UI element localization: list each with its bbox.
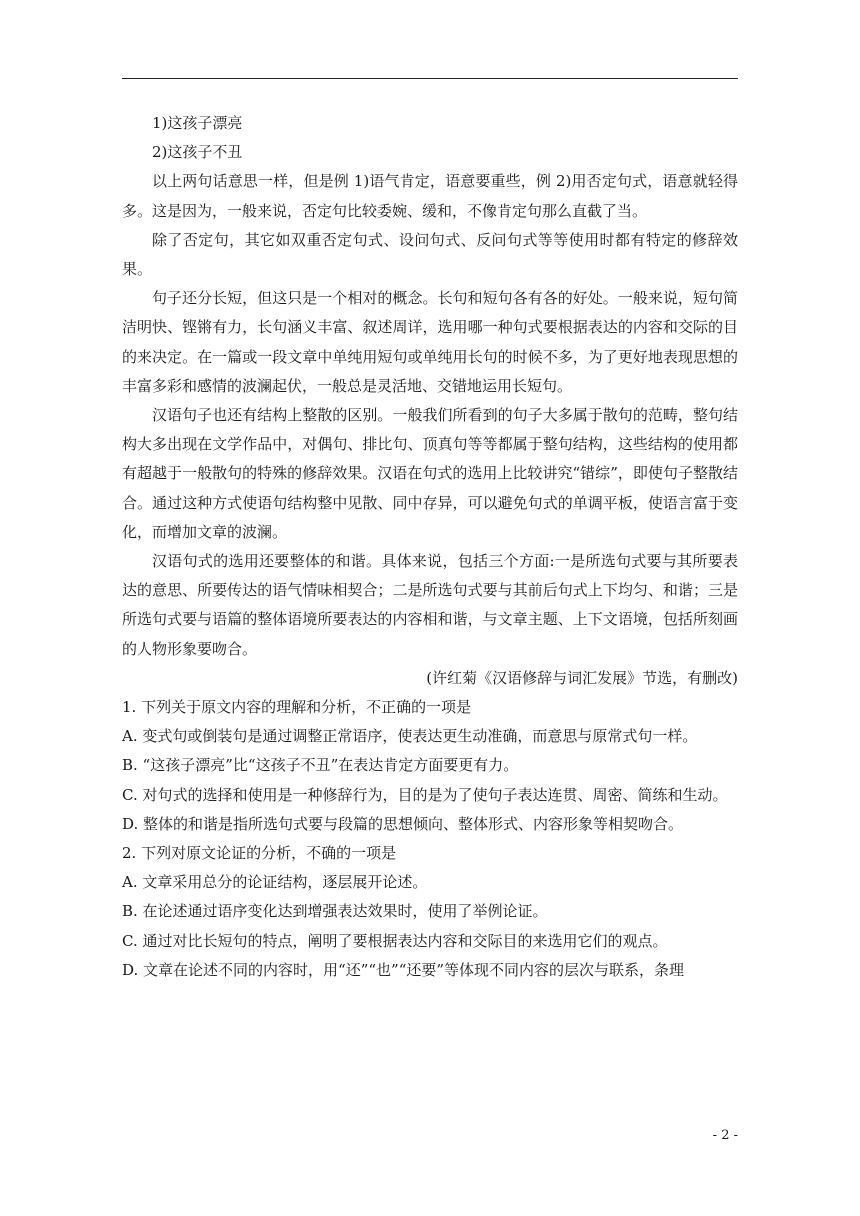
- question-1-option-a: A. 变式句或倒装句是通过调整正常语序，使表达更生动准确，而意思与原常式句一样。: [122, 727, 698, 746]
- paragraph: 除了否定句，其它如双重否定句式、设问句式、反问句式等等使用时都有特定的修辞效果。: [122, 230, 738, 279]
- paragraph: 汉语句式的选用还要整体的和谐。具体来说，包括三个方面:一是所选句式要与其所要表达的意思、所要传达的语气情味相契合；二是所选句式要与其前后句式上下均匀、和谐；三是所选句式要与语篇的整体语境所要表达的内容相和谐，与文章主题、上下文语境，包括所刻画的人物形象要吻合。: [122, 552, 738, 658]
- question-1-stem: 1. 下列关于原文内容的理解和分析，不正确的一项是: [122, 698, 472, 717]
- question-2-option-a: A. 文章采用总分的论证结构，逐层展开论述。: [122, 873, 428, 892]
- question-1-option-b: B. “这孩子漂亮”比“这孩子不丑”在表达肯定方面要更有力。: [122, 756, 519, 775]
- example-sentence-2: 2)这孩子不丑: [152, 143, 243, 162]
- example-sentence-1: 1)这孩子漂亮: [152, 114, 243, 132]
- question-2-option-b: B. 在论述通过语序变化达到增强表达效果时，使用了举例论证。: [122, 902, 548, 921]
- source-citation: (许红菊《汉语修辞与词汇发展》节选，有删改): [426, 668, 738, 687]
- page-number: - 2 -: [712, 1128, 738, 1143]
- question-2-stem: 2. 下列对原文论证的分析，不确的一项是: [122, 844, 397, 863]
- document-body: [122, 109, 738, 985]
- question-1-option-c: C. 对句式的选择和使用是一种修辞行为，目的是为了使句子表达连贯、周密、简练和生动。: [122, 785, 728, 804]
- question-2-option-d: D. 文章在论述不同的内容时，用“还”“也”“还要”等体现不同内容的层次与联系，条理: [122, 960, 685, 979]
- paragraph: 汉语句子也还有结构上整散的区别。一般我们所看到的句子大多属于散句的范畴，整句结构大多出现在文学作品中，对偶句、排比句、顶真句等等都属于整句结构，这些结构的使用都有超越于一般散句的特殊的修辞效果。汉语在句式的选用上比较讲究“错综”，即使句子整散结合。通过这种方式使语句结构整中见散、同中存异，可以避免句式的单调平板，使语言富于变化，而增加文章的波澜。: [122, 406, 738, 541]
- paragraph: 以上两句话意思一样，但是例 1)语气肯定，语意要重些，例 2)用否定句式，语意就轻得多。这是因为，一般来说，否定句比较委婉、缓和，不像肯定句那么直截了当。: [122, 172, 738, 220]
- paragraph: 句子还分长短，但这只是一个相对的概念。长句和短句各有各的好处。一般来说，短句简洁明快、铿锵有力，长句涵义丰富、叙述周详，选用哪一种句式要根据表达的内容和交际的目的来决定。在一篇或一段文章中单纯用短句或单纯用长句的时候不多，为了更好地表现思想的丰富多彩和感情的波澜起伏，一般总是灵活地、交错地运用长短句。: [122, 289, 738, 395]
- header-rule: [122, 78, 738, 79]
- question-1-option-d: D. 整体的和谐是指所选句式要与段篇的思想倾向、整体形式、内容形象等相契吻合。: [122, 814, 684, 833]
- question-2-option-c: C. 通过对比长短句的特点，阐明了要根据表达内容和交际目的来选用它们的观点。: [122, 931, 668, 950]
